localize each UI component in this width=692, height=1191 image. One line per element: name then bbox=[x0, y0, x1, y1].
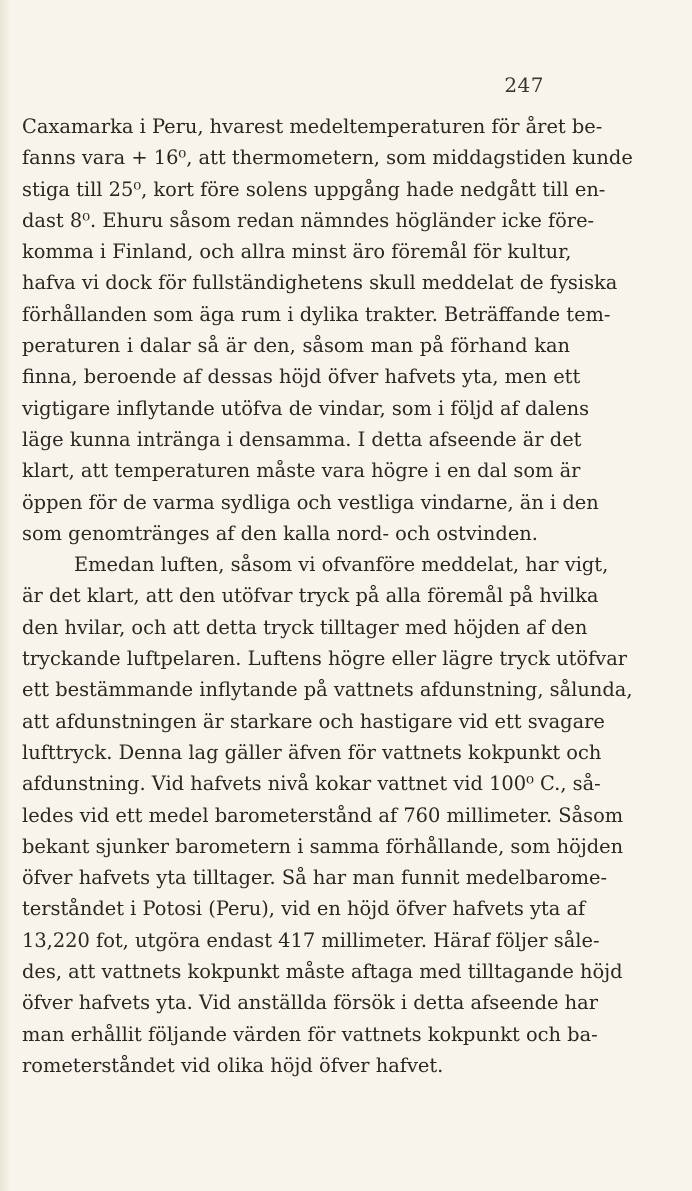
text-line: som genomtränges af den kalla nord- och ostvinden. bbox=[22, 521, 538, 545]
text-line: man erhållit följande värden för vattnets kokpunkt och ba- bbox=[22, 1022, 598, 1046]
text-line: bekant sjunker barometern i samma förhållande, som höjden bbox=[22, 834, 624, 858]
text-line: är det klart, att den utöfvar tryck på alla föremål på hvilka bbox=[22, 584, 599, 608]
text-line: öppen för de varma sydliga och vestliga vindarne, än i den bbox=[22, 490, 599, 514]
text-line: att afdunstningen är starkare och hastigare vid ett svagare bbox=[22, 709, 605, 733]
text-line: öfver hafvets yta tilltager. Så har man funnit medelbarome- bbox=[22, 866, 608, 890]
text-line: ledes vid ett medel barometerstånd af 760 millimeter. Såsom bbox=[22, 803, 624, 827]
text-line: vigtigare inflytande utöfva de vindar, som i följd af dalens bbox=[22, 396, 590, 420]
page-edge-shadow bbox=[0, 0, 10, 1191]
text-line: finna, beroende af dessas höjd öfver hafvets yta, men ett bbox=[22, 365, 581, 389]
text-line: dast 8⁰. Ehuru såsom redan nämndes högländer icke före- bbox=[22, 208, 595, 232]
text-line: den hvilar, och att detta tryck tilltager med höjden af den bbox=[22, 615, 588, 639]
page-number: 247 bbox=[504, 73, 544, 97]
text-line: tryckande luftpelaren. Luftens högre eller lägre tryck utöfvar bbox=[22, 647, 628, 671]
text-line: rometerståndet vid olika höjd öfver hafvet. bbox=[22, 1053, 444, 1077]
text-line: ett bestämmande inflytande på vattnets afdunstning, sålunda, bbox=[22, 678, 633, 702]
text-line: öfver hafvets yta. Vid anställda försök i detta afseende har bbox=[22, 991, 598, 1015]
text-line: komma i Finland, och allra minst äro föremål för kultur, bbox=[22, 240, 572, 264]
text-line: afdunstning. Vid hafvets nivå kokar vattnet vid 100⁰ C., så- bbox=[22, 772, 601, 796]
text-line: läge kunna intränga i densamma. I detta afseende är det bbox=[22, 427, 582, 451]
text-line: klart, att temperaturen måste vara högre i en dal som är bbox=[22, 459, 581, 483]
text-line: stiga till 25⁰, kort före solens uppgång hade nedgått till en- bbox=[22, 177, 606, 201]
text-line: Emedan luften, såsom vi ofvanföre meddelat, har vigt, bbox=[74, 553, 609, 577]
text-line: 13,220 fot, utgöra endast 417 millimeter. Häraf följer såle- bbox=[22, 928, 600, 952]
text-line: des, att vattnets kokpunkt måste aftaga med tilltagande höjd bbox=[22, 960, 623, 984]
text-line: förhållanden som äga rum i dylika trakter. Beträffande tem- bbox=[22, 302, 611, 326]
body-text bbox=[22, 111, 633, 1081]
text-line: fanns vara + 16⁰, att thermometern, som middagstiden kunde bbox=[22, 146, 633, 170]
text-line: peraturen i dalar så är den, såsom man på förhand kan bbox=[22, 334, 570, 358]
text-line: Caxamarka i Peru, hvarest medeltemperaturen för året be- bbox=[22, 115, 603, 138]
text-line: hafva vi dock för fullständighetens skull meddelat de fysiska bbox=[22, 271, 618, 295]
text-line: lufttryck. Denna lag gäller äfven för vattnets kokpunkt och bbox=[22, 740, 602, 764]
text-line: terståndet i Potosi (Peru), vid en höjd öfver hafvets yta af bbox=[22, 897, 586, 921]
